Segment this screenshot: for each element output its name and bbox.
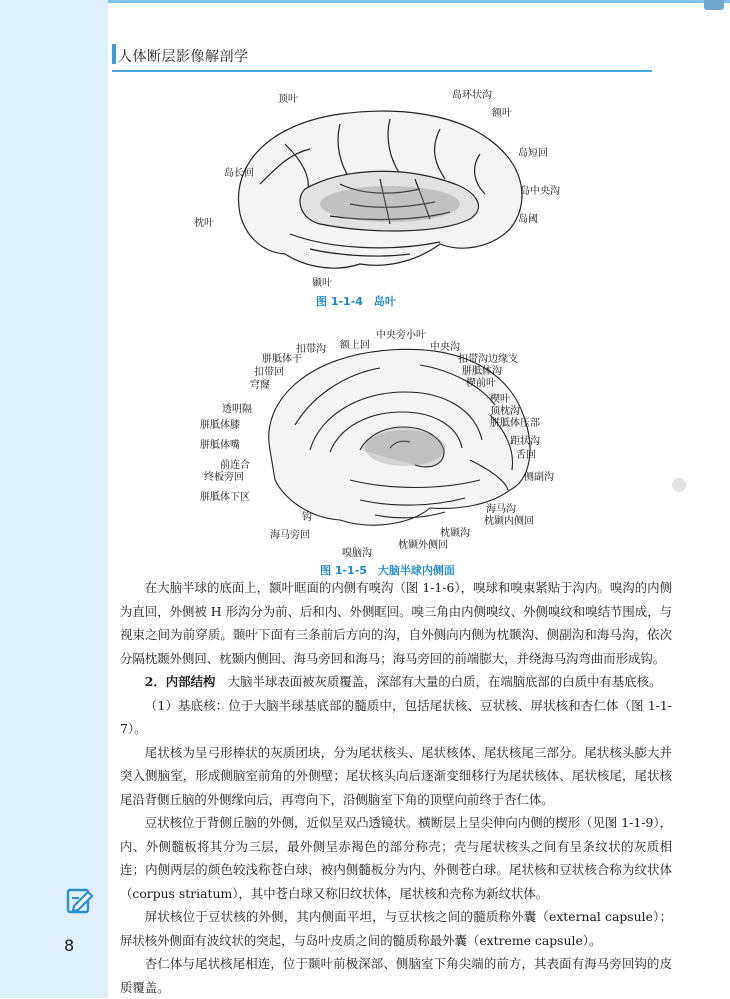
- label-medial-occipitotemporal-gyrus: 枕颞内侧回: [484, 516, 534, 527]
- label-lateral-occipitotemporal-gyrus: 枕颞外侧回: [398, 540, 448, 551]
- figure-insula: [190, 84, 560, 294]
- paragraph-3: （1）基底核：位于大脑半球基底部的髓质中，包括尾状核、豆状核、屏状核和杏仁体（图 1-1-7）。: [120, 697, 672, 736]
- label-cingulate-sulcus: 扣带沟: [296, 344, 326, 355]
- paragraph-5: 豆状核位于背侧丘脑的外侧，近似呈双凸透镜状。横断层上呈尖伸向内侧的楔形（见图 1-1-9），内、外侧髓板将其分为三层，最外侧呈赤褐色的部分称壳；壳与尾状核头之间有呈条纹状的灰质相连；内侧两层的颜色较浅称苍白球，被内侧髓板分为内、外侧苍白球。尾状核和豆状核合称为纹状体（corpus striatum），其中苍白球又称旧纹状体，尾状核和壳称为新纹状体。: [120, 815, 672, 901]
- label-hippocampal-sulcus: 海马沟: [486, 504, 516, 515]
- label-parietal: 顶叶: [278, 94, 298, 105]
- paragraph-7: 杏仁体与尾状核尾相连，位于颞叶前极深部、侧脑室下角尖端的前方，其表面有海马旁回钩的皮质覆盖。: [120, 956, 672, 995]
- label-uncus: 钩: [302, 512, 312, 523]
- label-callosal-sulcus: 胼胝体沟: [462, 366, 502, 377]
- label-long-gyrus: 岛长回: [224, 168, 254, 179]
- figure-medial-surface: [190, 330, 590, 558]
- label-temporal: 颞叶: [312, 278, 332, 289]
- page-number: 8: [64, 936, 75, 955]
- figure1-caption: 图 1-1-4 岛叶: [316, 295, 396, 308]
- label-corpus-callosum-trunk: 胼胝体干: [262, 354, 302, 365]
- label-subcallosal-area: 胼胝体下区: [200, 492, 250, 503]
- label-precuneus: 楔前叶: [466, 378, 496, 389]
- label-short-gyri: 岛短回: [518, 148, 548, 159]
- corner-tab: [704, 0, 724, 10]
- label-calcarine-sulcus: 距状沟: [510, 436, 540, 447]
- label-parahippocampal-gyrus: 海马旁回: [270, 530, 310, 541]
- label-cuneus: 楔叶: [490, 394, 510, 405]
- header-rule: [112, 70, 652, 72]
- label-anterior-commissure: 前连合: [220, 460, 250, 471]
- label-superior-frontal-gyrus: 额上回: [340, 340, 370, 351]
- side-strip: [0, 0, 108, 998]
- label-central-sulcus: 岛中央沟: [520, 186, 560, 197]
- paragraph-6: 屏状核位于豆状核的外侧，其内侧面平坦，与豆状核之间的髓质称外囊（external capsule）；屏状核外侧面有波纹状的突起，与岛叶皮质之间的髓质称最外囊（extreme capsule）。: [120, 909, 672, 948]
- paragraph-4: 尾状核为呈弓形棒状的灰质团块，分为尾状核头、尾状核体、尾状核尾三部分。尾状核头膨大并突入侧脑室，形成侧脑室前角的外侧壁；尾状核头向后逐渐变细移行为尾状核体、尾状核尾，尾状核尾沿背侧丘脑的外侧缘向后，再弯向下，沿侧脑室下角的顶壁向前终于杏仁体。: [120, 744, 672, 807]
- figure2-caption: 图 1-1-5 大脑半球内侧面: [320, 564, 455, 577]
- label-splenium: 胼胝体压部: [490, 418, 540, 429]
- label-central-sulcus-2: 中央沟: [430, 342, 460, 353]
- label-frontal: 额叶: [492, 108, 512, 119]
- section-heading: 2．内部结构: [144, 674, 216, 689]
- label-cingulate-gyrus: 扣带回: [254, 367, 284, 378]
- label-occipitotemporal-sulcus: 枕颞沟: [440, 528, 470, 539]
- label-fornix: 穹窿: [250, 380, 270, 391]
- label-occipital: 枕叶: [194, 218, 214, 229]
- body-text: [120, 576, 672, 999]
- label-limen: 岛阈: [518, 214, 538, 225]
- running-header: 人体断层影像解剖学: [118, 49, 249, 65]
- header-accent-bar: [112, 44, 116, 64]
- label-paracentral-lobule: 中央旁小叶: [376, 330, 426, 341]
- paragraph-1: 在大脑半球的底面上，额叶眶面的内侧有嗅沟（图 1-1-6），嗅球和嗅束紧贴于沟内。嗅沟的内侧为直回，外侧被 H 形沟分为前、后和内、外侧眶回。嗅三角由内侧嗅纹、外侧嗅纹和嗅结节围成，与视束之间为前穿质。颞叶下面有三条前后方向的沟，自外侧向内侧为枕颞沟、侧副沟和海马沟，依次分隔枕颞外侧回、枕颞内侧回、海马旁回和海马；海马旁回的前端膨大，并绕海马沟弯曲而形成钩。: [120, 580, 672, 666]
- label-parieto-occipital-sulcus: 顶枕沟: [490, 406, 520, 417]
- label-lamina-terminalis-gyrus: 终板旁回: [204, 472, 244, 483]
- paragraph-2: [120, 670, 672, 694]
- label-septum-pellucidum: 透明隔: [222, 404, 252, 415]
- paragraph-2-text: 大脑半球表面被灰质覆盖，深部有大量的白质，在端脑底部的白质中有基底核。: [227, 674, 662, 689]
- top-rule: [108, 0, 730, 3]
- label-lingual-gyrus: 舌回: [516, 450, 536, 461]
- page-tab-marker: [672, 478, 686, 492]
- label-rhinal-sulcus: 嗅脑沟: [342, 548, 372, 559]
- label-genu: 胼胝体膝: [200, 420, 240, 431]
- label-rostrum: 胼胝体嘴: [200, 440, 240, 451]
- note-edit-icon[interactable]: [66, 886, 94, 916]
- label-circular-sulcus: 岛环状沟: [452, 90, 492, 101]
- label-marginal-branch: 扣带沟边缘支: [458, 354, 518, 365]
- label-collateral-sulcus: 侧副沟: [524, 472, 554, 483]
